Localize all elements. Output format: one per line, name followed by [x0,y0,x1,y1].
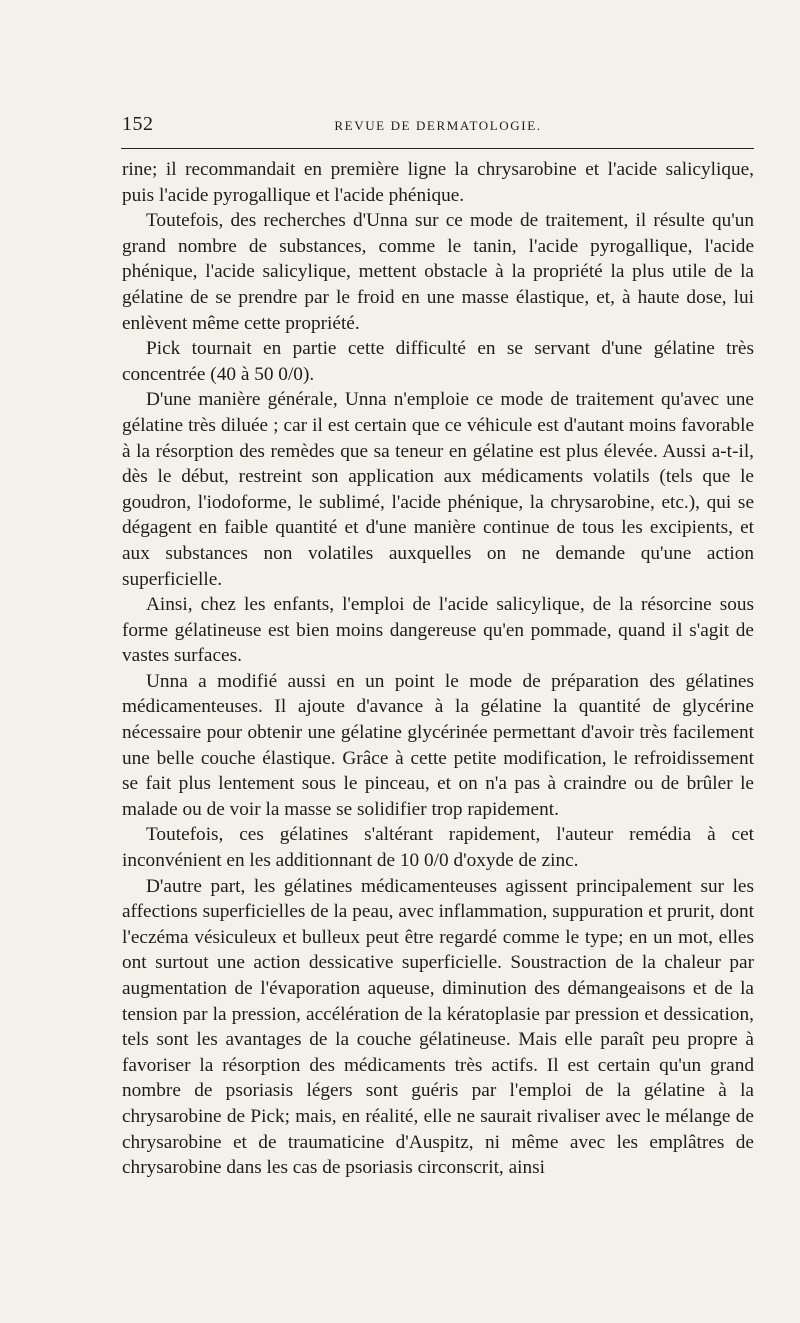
page-number: 152 [122,113,154,135]
page-header [122,113,754,139]
paragraph-1: rine; il recommandait en première ligne la chrysarobine et l'acide salicylique, puis l'acide pyrogallique et l'acide phénique. [122,159,754,206]
paragraph-2: Toutefois, des recherches d'Unna sur ce mode de traitement, il résulte qu'un grand nombre de substances, comme le tanin, l'acide pyrogallique, l'acide phénique, l'acide salicylique, mettent obstacle à la propriété la plus utile de la gélatine de se prendre par le froid en une masse élastique, et, à haute dose, lui enlèvent même cette propriété. [122,210,754,334]
paragraph-5: Ainsi, chez les enfants, l'emploi de l'acide salicylique, de la résorcine sous forme gélatineuse est bien moins dangereuse qu'en pommade, quand il s'agit de vastes surfaces. [122,594,754,667]
paragraph-6: Unna a modifié aussi en un point le mode de préparation des gélatines médicamenteuses. Il ajoute d'avance à la gélatine la quantité de glycérine nécessaire pour obtenir une gélatine glycérinée permettant d'avoir très facilement une belle couche élastique. Grâce à cette petite modification, le refroidissement se fait plus lentement sous le pinceau, et on n'a pas à craindre ou de brûler le malade ou de voir la masse se solidifier trop rapidement. [122,670,754,820]
paragraph-4: D'une manière générale, Unna n'emploie ce mode de traitement qu'avec une gélatine très diluée ; car il est certain que ce véhicule est d'autant moins favorable à la résorption des remèdes que sa teneur en gélatine est plus élevée. Aussi a-t-il, dès le début, restreint son application aux médicaments volatils (tels que le goudron, l'iodoforme, le sublimé, l'acide phénique, la chrysarobine, etc.), qui se dégagent en faible quantité et d'une manière continue de tous les excipients, et aux substances non volatiles auxquelles on ne demande qu'une action superficielle. [122,389,754,590]
body-text [122,157,754,1181]
paragraph-8: D'autre part, les gélatines médicamenteuses agissent principalement sur les affections superficielles de la peau, avec inflammation, suppuration et prurit, dont l'eczéma vésiculeux et bulleux peut être regardé comme le type; en un mot, elles ont surtout une action dessicative superficielle. Soustraction de la chaleur par augmentation de l'évaporation aqueuse, diminution des démangeaisons et de la tension par la pression, accélération de la kératoplasie par pression et dessication, tels sont les avantages de la couche gélatineuse. Mais elle paraît peu propre à favoriser la résorption des médicaments très actifs. Il est certain qu'un grand nombre de psoriasis légers sont guéris par l'emploi de la gélatine à la chrysarobine de Pick; mais, en réalité, elle ne saurait rivaliser avec le mélange de chrysarobine et de traumaticine d'Auspitz, ni même avec les emplâtres de chrysarobine dans les cas de psoriasis circonscrit, ainsi [122,875,754,1179]
paragraph-3: Pick tournait en partie cette difficulté en se servant d'une gélatine très concentrée (40 à 50 0/0). [122,338,754,385]
header-rule [121,148,754,149]
paragraph-7: Toutefois, ces gélatines s'altérant rapidement, l'auteur remédia à cet inconvénient en les additionnant de 10 0/0 d'oxyde de zinc. [122,824,754,872]
running-title: REVUE DE DERMATOLOGIE. [334,118,542,133]
